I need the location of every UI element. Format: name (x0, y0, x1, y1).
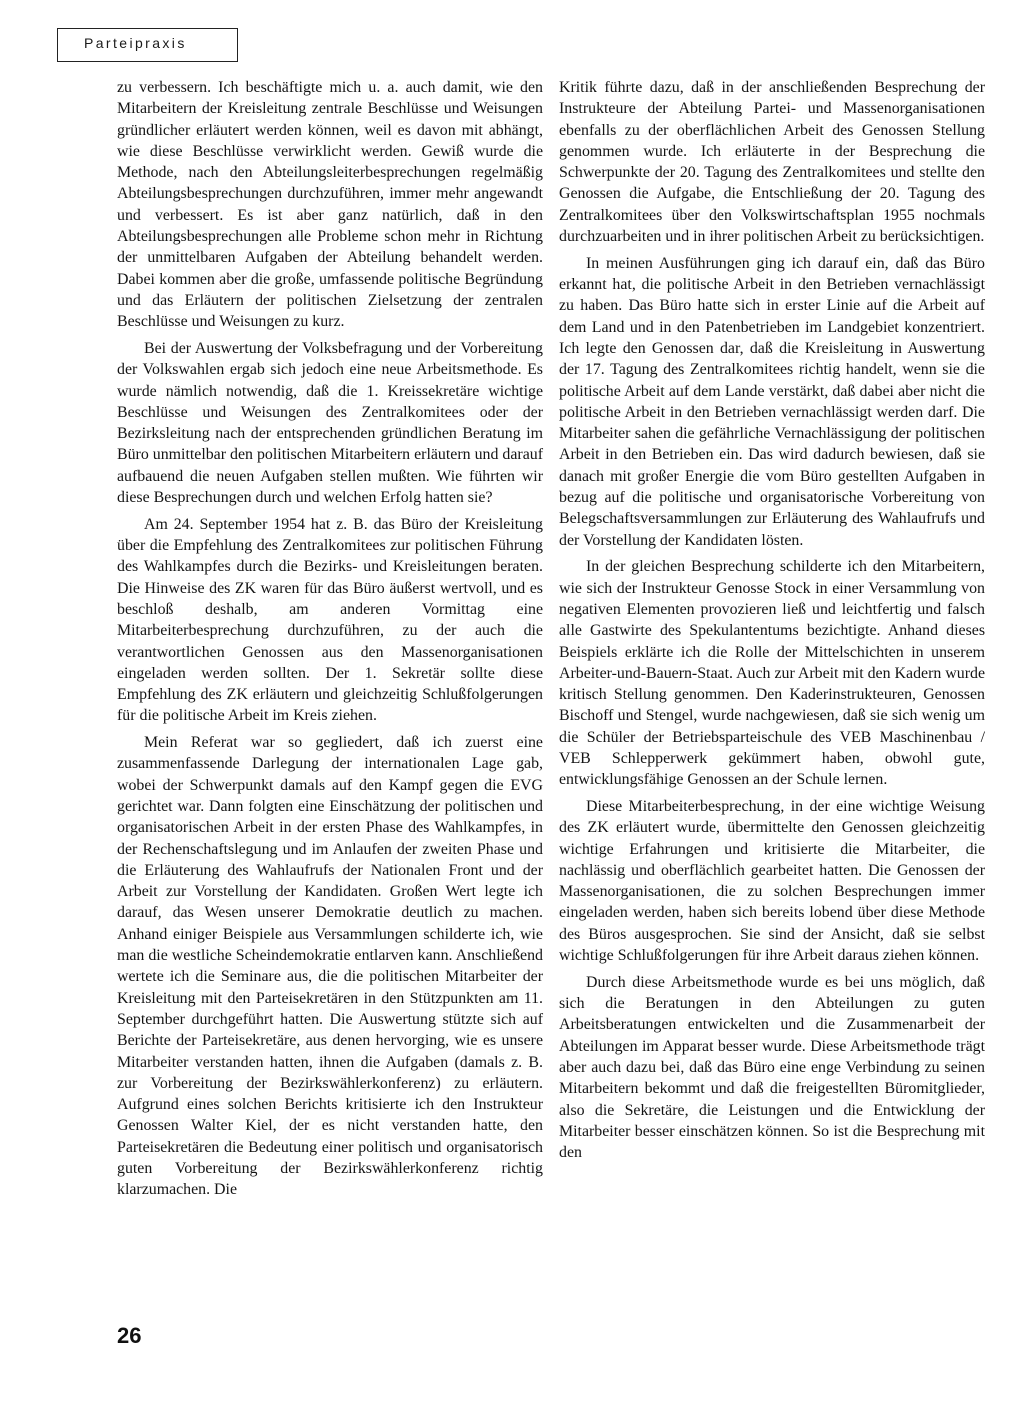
paragraph: Bei der Auswertung der Volksbefragung und der Vorbereitung der Volkswahlen ergab sich jedoch eine neue Arbeitsmethode. Es wurde nämlich notwendig, daß die 1. Kreissekretäre wichtige Beschlüsse und Weisungen des Zentralkomitees oder der Bezirksleitung nach der entsprechenden gründlichen Beratung im Büro unmittelbar den politischen Mitarbeitern erläutern und darauf aufbauend die neuen Aufgaben stellen mußten. Wie führten wir diese Besprechungen durch und welchen Erfolg hatten sie? (117, 339, 543, 507)
paragraph: Durch diese Arbeitsmethode wurde es bei uns möglich, daß sich die Beratungen in den Abteilungen zu guten Arbeitsberatungen entwickelten und die Zusammenarbeit der Abteilungen im Apparat besser wurde. Diese Arbeitsmethode trägt aber auch dazu bei, daß das Büro eine enge Verbindung zu seinen Mitarbeitern bekommt und daß die freigestellten Büromitglieder, also die Sekretäre, die Leistungen und die Entwicklung der Mitarbeiter besser einschätzen können. So ist die Besprechung mit den (559, 973, 985, 1162)
paragraph: Kritik führte dazu, daß in der anschließenden Besprechung der Instrukteure der Abteilung Partei- und Massenorganisationen ebenfalls zu der oberflächlichen Arbeit des Genossen Stellung genommen wurde. Ich erläuterte in der Besprechung die Schwerpunkte der 20. Tagung des Zentralkomitees und stellte den Genossen die Aufgabe, die Entschließung der 20. Tagung des Zentralkomitees über den Volkswirtschaftsplan 1955 nochmals durchzuarbeiten und in ihrer politischen Arbeit zu berücksichtigen. (559, 79, 985, 246)
paragraph: zu verbessern. Ich beschäftigte mich u. a. auch damit, wie den Mitarbeitern der Kreisleitung zentrale Beschlüsse und Weisungen gründlicher erläutert werden können, weil es davon mit abhängt, wie diese Beschlüsse verwirklicht werden. Gewiß wurde die Methode, nach den Abteilungsleiterbesprechungen regelmäßig Abteilungsbesprechungen durchzuführen, immer mehr angewandt und verbessert. Es ist aber ganz natürlich, daß in den Abteilungsbesprechungen alle Probleme schon mehr in Richtung der unmittelbaren Aufgaben der Abteilung behandelt werden. Dabei kommen aber die große, umfassende politische Begründung und das Erläutern der politischen Zielsetzung der zentralen Beschlüsse und Weisungen zu kurz. (117, 79, 543, 331)
paragraph: In der gleichen Besprechung schilderte ich den Mitarbeitern, wie sich der Instrukteur Genosse Stock in einer Versammlung von negativen Elementen provozieren ließ und leichtfertig und falsch alle Gastwirte des Spekulantentums bezichtigte. Anhand dieses Beispiels erklärte ich die Rolle der Mittelschichten in unserem Arbeiter-und-Bauern-Staat. Auch zur Arbeit mit den Kadern wurde kritisch Stellung genommen. Den Kaderinstrukteuren, Genossen Bischoff und Stengel, wurde nachgewiesen, daß sie sich wenig um die Schüler der Betriebsparteischule des VEB Maschinenbau / VEB Schlepperwerk gekümmert haben, obwohl gute, entwicklungsfähige Genossen an der Schule lernen. (559, 558, 985, 789)
section-header-label: Parteipraxis (84, 35, 187, 51)
paragraph: Am 24. September 1954 hat z. B. das Büro der Kreisleitung über die Empfehlung des Zentralkomitees zur politischen Führung des Wahlkampfes durch die Bezirks- und Kreisleitungen beraten. Die Hinweise des ZK waren für das Büro äußerst wertvoll, und es beschloß deshalb, am anderen Vormittag eine Mitarbeiterbesprechung durchzuführen, zu der auch die verantwortlichen Genossen aus den Massenorganisationen eingeladen werden sollten. Der 1. Sekretär sollte diese Empfehlung des ZK erläutern und gleichzeitig Schlußfolgerungen für die politische Arbeit im Kreis ziehen. (117, 515, 543, 725)
page-number: 26 (117, 1323, 142, 1348)
text-column-left (117, 77, 543, 1201)
paragraph: In meinen Ausführungen ging ich darauf ein, daß das Büro erkannt hat, die politische Arbeit in den Betrieben vernachlässigt zu haben. Das Büro hatte sich in erster Linie auf die Arbeit auf dem Land und in den Patenbetrieben im Landgebiet konzentriert. Ich legte den Genossen dar, daß die Kreisleitung in Auswertung der 17. Tagung des Zentralkomitees richtig handelt, wenn sie die politische Arbeit auf dem Lande verstärkt, daß dabei aber nicht die politische Arbeit in den Betrieben vernachlässigt werden darf. Die Mitarbeiter sahen die gefährliche Vernachlässigung der politischen Arbeit in den Betrieben ein. Das wird dadurch bewiesen, daß sie danach mit großer Energie die vom Büro gestellten Aufgaben in bezug auf die politische und organisatorische Vorbereitung von Belegschaftsversammlungen zur Erläuterung des Wahlaufrufs und der Vorstellung der Kandidaten lösten. (559, 254, 985, 549)
text-column-right (559, 77, 985, 1163)
paragraph: Mein Referat war so gegliedert, daß ich zuerst eine zusammenfassende Darlegung der internationalen Lage gab, wobei der Schwerpunkt damals auf den Kampf gegen die EVG gerichtet war. Dann folgten eine Einschätzung der politischen und organisatorischen Arbeit in der ersten Phase des Wahlkampfes, in der Rechenschaftslegung und im Anlaufen der zweiten Phase und die Erläuterung des Wahlaufrufs der Nationalen Front und der Arbeit zur Vorstellung der Kandidaten. Großen Wert legte ich darauf, das Wesen unserer Demokratie deutlich zu machen. Anhand einiger Beispiele aus Versammlungen schilderte ich, wie man die westliche Scheindemokratie entlarven kann. Anschließend wertete ich die Seminare aus, die die politischen Mitarbeiter der Kreisleitung mit den Parteisekretären in den Stützpunkten am 11. September durchgeführt hatten. Die Auswertung stützte sich auf Berichte der Parteisekretäre, aus denen hervorging, wie es unsere Mitarbeiter verstanden hatten, ihnen die Aufgaben (damals z. B. zur Vorbereitung der Bezirkswählerkonferenz) zu erläutern. Aufgrund eines solchen Berichts kritisierte ich den Instrukteur Genossen Walter Kiel, der es nicht verstanden hatte, den Parteisekretären die Bedeutung einer politisch und organisatorisch guten Vorbereitung der Bezirkswählerkonferenz richtig klarzumachen. Die (117, 734, 543, 1199)
paragraph: Diese Mitarbeiterbesprechung, in der eine wichtige Weisung des ZK erläutert wurde, übermittelte den Genossen gleichzeitig wichtige Erfahrungen und kritisierte die Mitarbeiter, die nachlässig und oberflächlich gearbeitet hatten. Die Genossen der Massenorganisationen, die zu solchen Besprechungen immer eingeladen werden, haben sich bereits lobend über diese Methode des Büros ausgesprochen. Sie sind der Ansicht, daß sie selbst wichtige Schlußfolgerungen für ihre Arbeit daraus ziehen können. (559, 797, 985, 965)
